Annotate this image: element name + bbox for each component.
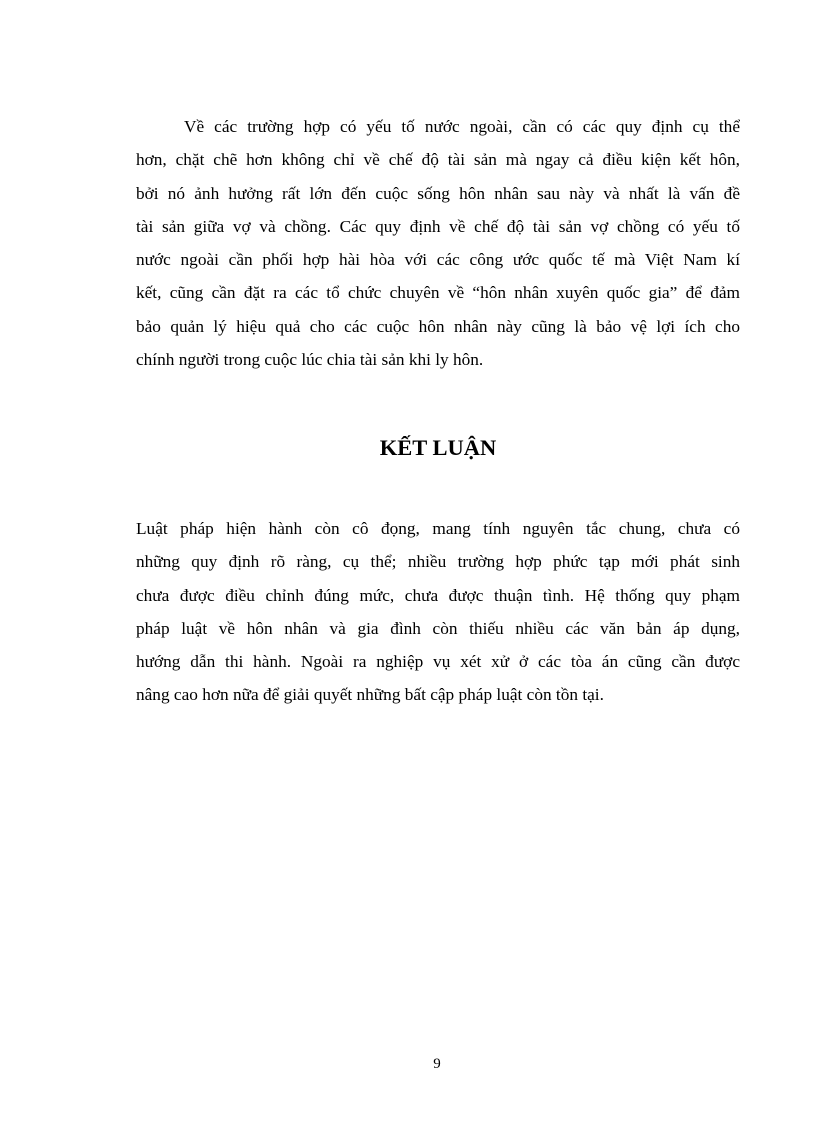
- paragraph-conclusion: [136, 512, 740, 712]
- paragraph-line: pháp luật về hôn nhân và gia đình còn thiếu nhiều các văn bản áp dụng,: [136, 618, 740, 638]
- paragraph-line: kết, cũng cần đặt ra các tổ chức chuyên về “hôn nhân xuyên quốc gia” để đảm: [136, 283, 740, 303]
- section-heading: KẾT LUẬN: [379, 435, 497, 460]
- paragraph-foreign-elements: [136, 110, 740, 376]
- paragraph-line: hơn, chặt chẽ hơn không chỉ về chế độ tài sản mà ngay cả điều kiện kết hôn,: [136, 150, 740, 170]
- paragraph-line: bởi nó ảnh hưởng rất lớn đến cuộc sống hôn nhân sau này và nhất là vấn đề: [136, 183, 740, 203]
- paragraph-line: chính người trong cuộc lúc chia tài sản khi ly hôn.: [136, 350, 484, 370]
- page-number: 9: [433, 1056, 441, 1072]
- paragraph-line: tài sản giữa vợ và chồng. Các quy định về chế độ tài sản vợ chồng có yếu tố: [136, 216, 740, 236]
- paragraph-line: hướng dẫn thi hành. Ngoài ra nghiệp vụ xét xử ở các tòa án cũng cần được: [136, 652, 740, 672]
- paragraph-line: nước ngoài cần phối hợp hài hòa với các công ước quốc tế mà Việt Nam kí: [136, 250, 740, 270]
- paragraph-line: bảo quản lý hiệu quả cho các cuộc hôn nhân này cũng là bảo vệ lợi ích cho: [136, 316, 740, 336]
- paragraph-line: những quy định rõ ràng, cụ thể; nhiều trường hợp phức tạp mới phát sinh: [136, 552, 740, 572]
- paragraph-line: Về các trường hợp có yếu tố nước ngoài, cần có các quy định cụ thể: [184, 117, 740, 136]
- paragraph-line: nâng cao hơn nữa để giải quyết những bất cập pháp luật còn tồn tại.: [136, 685, 604, 705]
- paragraph-line: chưa được điều chỉnh đúng mức, chưa được thuận tình. Hệ thống quy phạm: [136, 585, 740, 605]
- paragraph-line: Luật pháp hiện hành còn cô đọng, mang tính nguyên tắc chung, chưa có: [136, 519, 740, 538]
